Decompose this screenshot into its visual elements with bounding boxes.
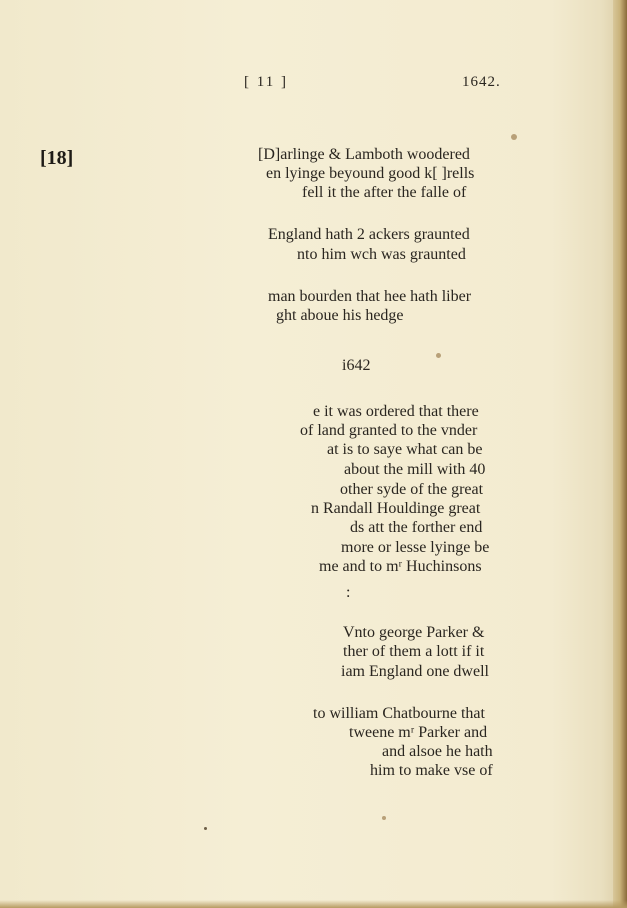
page-edge-right bbox=[613, 0, 627, 908]
text-line: him to make vse of bbox=[370, 762, 493, 779]
text-line: iam England one dwell bbox=[341, 663, 489, 680]
paper-speck bbox=[382, 816, 386, 820]
text-line: tweene mʳ Parker and bbox=[349, 724, 488, 741]
text-line: other syde of the great bbox=[340, 481, 484, 498]
text-line: Vnto george Parker & bbox=[343, 624, 485, 641]
text-line: nto him wch was graunted bbox=[297, 246, 466, 263]
year-heading: i642 bbox=[342, 357, 371, 374]
paper-speck bbox=[436, 353, 441, 358]
text-line: e it was ordered that there bbox=[313, 403, 479, 420]
page-reference: [ 11 ] bbox=[244, 74, 288, 90]
text-line: at is to saye what can be bbox=[327, 441, 483, 458]
header-year: 1642. bbox=[462, 74, 501, 90]
text-line: England hath 2 ackers graunted bbox=[268, 226, 470, 243]
text-line: fell it the after the falle of bbox=[302, 184, 467, 201]
colon-mark: : bbox=[346, 584, 351, 601]
page-edge-bottom bbox=[0, 900, 627, 908]
text-line: en lyinge beyound good k[ ]rells bbox=[266, 165, 475, 182]
paper-speck bbox=[204, 827, 207, 830]
text-line: ght aboue his hedge bbox=[276, 307, 404, 324]
text-line: and alsoe he hath bbox=[382, 743, 493, 760]
paper-speck bbox=[511, 134, 517, 140]
text-line: to william Chatbourne that bbox=[313, 705, 485, 722]
text-line: more or lesse lyinge be bbox=[341, 539, 490, 556]
text-line: ther of them a lott if it bbox=[343, 643, 485, 660]
margin-page-number: [18] bbox=[40, 147, 74, 169]
text-line: [D]arlinge & Lamboth woodered bbox=[258, 146, 470, 163]
text-line: man bourden that hee hath liber bbox=[268, 288, 472, 305]
text-line: ds att the forther end bbox=[350, 519, 483, 536]
text-line: about the mill with 40 bbox=[344, 461, 486, 478]
text-line: me and to mʳ Huchinsons bbox=[319, 558, 482, 575]
text-line: n Randall Houldinge great bbox=[311, 500, 481, 517]
running-header bbox=[0, 74, 627, 96]
text-line: of land granted to the vnder bbox=[300, 422, 478, 439]
